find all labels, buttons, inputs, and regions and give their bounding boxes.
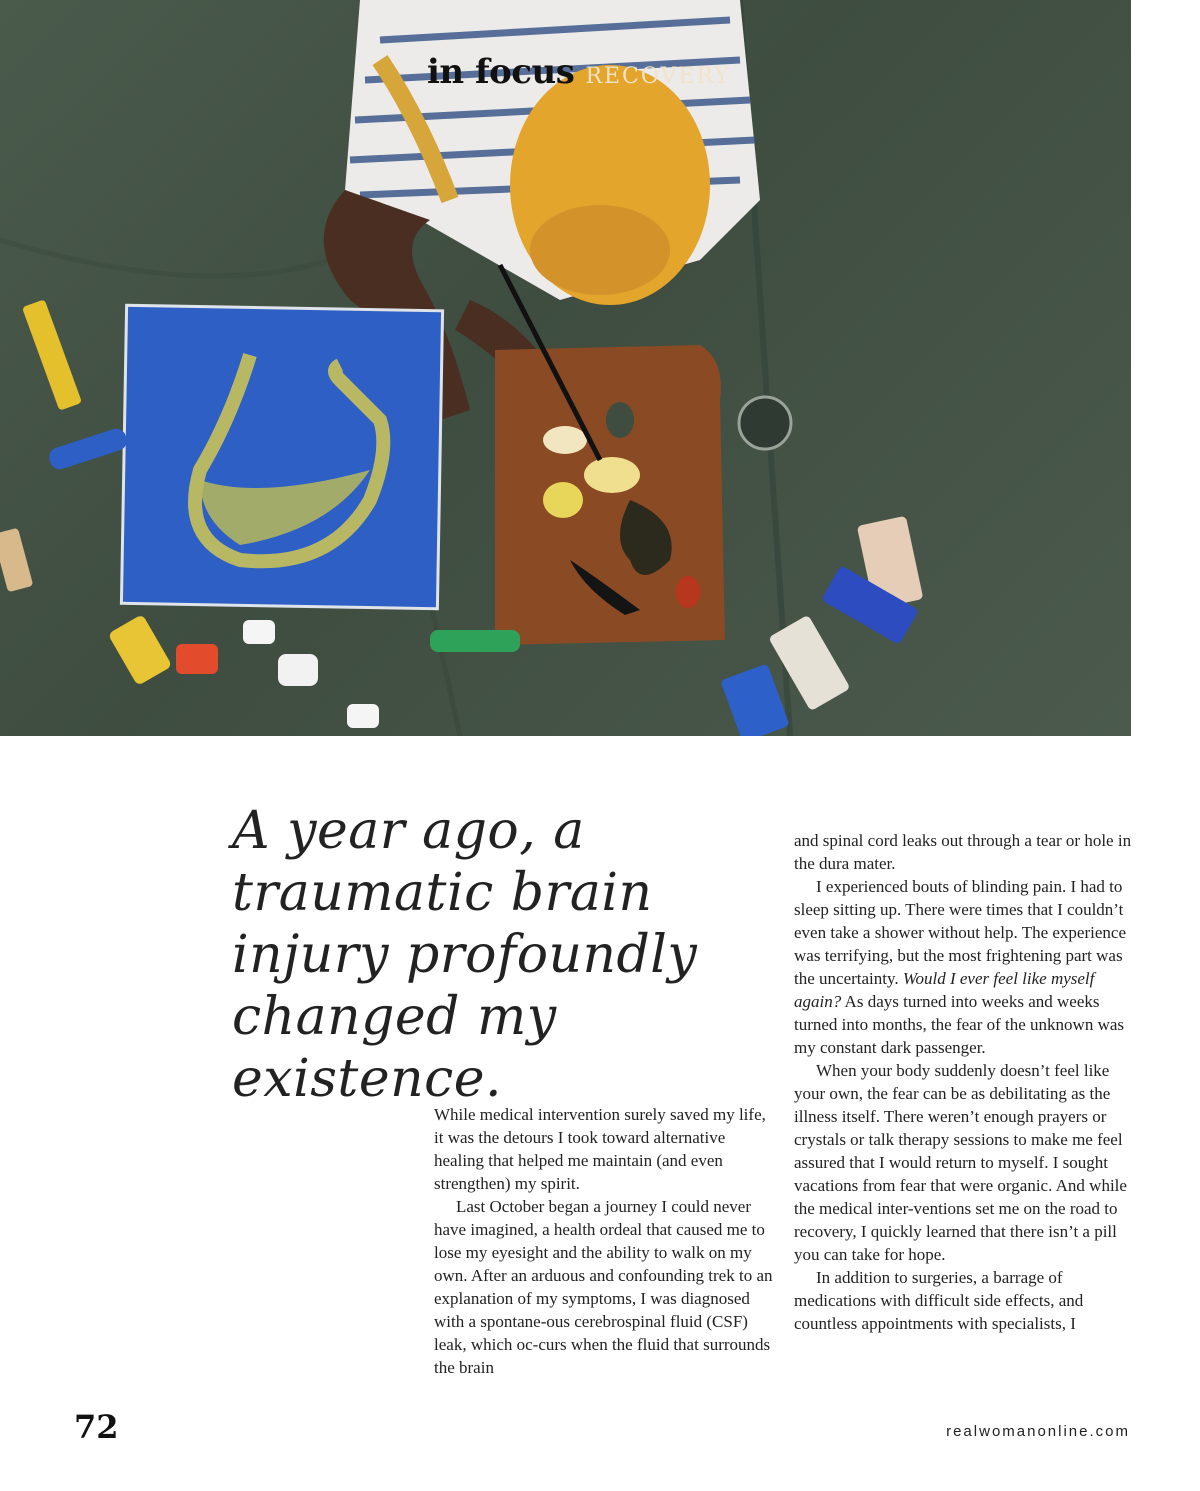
paragraph: In addition to surgeries, a barrage of medications with difficult side effects, and countless appointments with specialists, I <box>794 1268 1084 1333</box>
section-kicker <box>427 52 731 92</box>
paragraph: and spinal cord leaks out through a tear or hole in the dura mater. <box>794 831 1132 873</box>
hero-photo <box>0 0 1131 736</box>
paragraph <box>794 875 1134 1059</box>
pull-quote: A year ago, a traumatic brain injury profoundly changed my existence. <box>232 801 698 1109</box>
paragraph: While medical intervention surely saved my life, it was the detours I took toward alternative healing that helped me maintain (and even strengthen) my spirit. <box>434 1105 766 1193</box>
paragraph-text: I experienced bouts of blinding pain. I had to sleep sitting up. There were times that I couldn’t even take a shower without help. The experience was terrifying, but the most frightening part was the uncertainty. <box>794 877 1126 988</box>
paragraph-text: As days turned into weeks and weeks turned into months, the fear of the unknown was my constant dark passenger. <box>794 992 1125 1057</box>
page-number: 72 <box>74 1408 119 1446</box>
article-column-1 <box>434 1103 774 1379</box>
paragraph: When your body suddenly doesn’t feel like your own, the fear can be as debilitating as the illness itself. There weren’t enough prayers or crystals or talk therapy sessions to make me feel assured that I would return to myself. I sought vacations from fear that were organic. And while the medical inter-ventions set me on the road to recovery, I quickly learned that there isn’t a pill you can take for hope. <box>794 1061 1127 1264</box>
article-column-2 <box>794 829 1134 1335</box>
website-url: realwomanonline.com <box>946 1423 1130 1440</box>
artist-painting-illustration <box>0 0 1131 736</box>
italic-question: Would I ever feel like myself again? <box>794 969 1095 1011</box>
kicker-label: in focus <box>427 52 575 92</box>
section-label: RECOVERY <box>585 64 731 89</box>
paragraph: Last October began a journey I could never have imagined, a health ordeal that caused me to lose my eyesight and the ability to walk on my own. After an arduous and confounding trek to an explanation of my symptoms, I was diagnosed with a spontane-ous cerebrospinal fluid (CSF) leak, which oc-curs when the fluid that surrounds the brain <box>434 1197 773 1377</box>
